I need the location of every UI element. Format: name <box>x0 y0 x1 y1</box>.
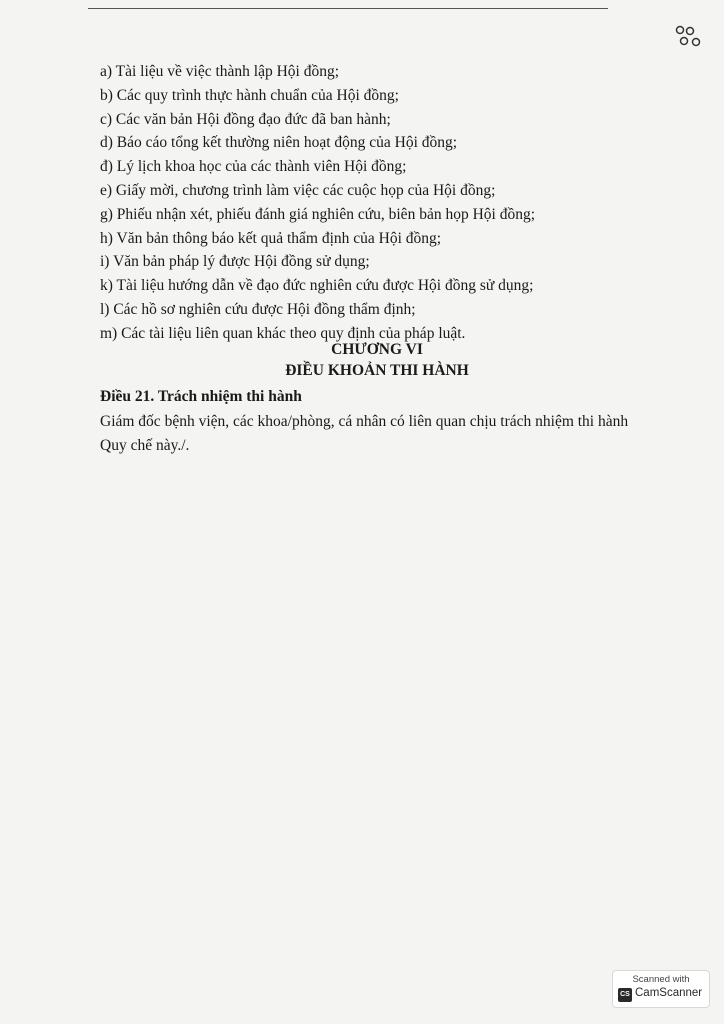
list-item: g) Phiếu nhận xét, phiếu đánh giá nghiên cứu, biên bản họp Hội đồng; <box>100 205 535 223</box>
chapter-number: CHƯƠNG VI <box>331 341 423 358</box>
list-item: k) Tài liệu hướng dẫn về đạo đức nghiên cứu được Hội đồng sử dụng; <box>100 277 534 295</box>
list-item: d) Báo cáo tổng kết thường niên hoạt động của Hội đồng; <box>100 134 458 152</box>
corner-scribble-mark <box>672 24 706 48</box>
top-rule <box>88 8 608 9</box>
watermark-brand: CamScanner <box>635 987 703 999</box>
chapter-title: ĐIỀU KHOẢN THI HÀNH <box>285 362 469 379</box>
list-item: h) Văn bản thông báo kết quả thẩm định của Hội đồng; <box>100 229 442 247</box>
list-item: e) Giấy mời, chương trình làm việc các cuộc họp của Hội đồng; <box>100 181 496 199</box>
archive-document-list <box>100 60 680 346</box>
article-body-line: Quy chế này./. <box>100 437 190 454</box>
list-item: l) Các hồ sơ nghiên cứu được Hội đồng thẩm định; <box>100 300 416 318</box>
list-item: i) Văn bản pháp lý được Hội đồng sử dụng; <box>100 253 370 271</box>
watermark-caption: Scanned with <box>632 974 690 985</box>
camscanner-logo-icon: CS <box>618 988 632 1002</box>
list-item: a) Tài liệu về việc thành lập Hội đồng; <box>100 63 340 80</box>
list-item: c) Các văn bản Hội đồng đạo đức đã ban hành; <box>100 110 391 128</box>
article-body <box>100 410 660 458</box>
list-item: m) Các tài liệu liên quan khác theo quy định của pháp luật. <box>100 324 466 342</box>
camscanner-watermark <box>612 970 710 1008</box>
article-body-line: Giám đốc bệnh viện, các khoa/phòng, cá nhân có liên quan chịu trách nhiệm thi hành <box>100 413 629 430</box>
list-item: b) Các quy trình thực hành chuẩn của Hội đồng; <box>100 86 399 104</box>
list-item: đ) Lý lịch khoa học của các thành viên Hội đồng; <box>100 158 407 176</box>
article-heading: Điều 21. Trách nhiệm thi hành <box>100 388 302 405</box>
